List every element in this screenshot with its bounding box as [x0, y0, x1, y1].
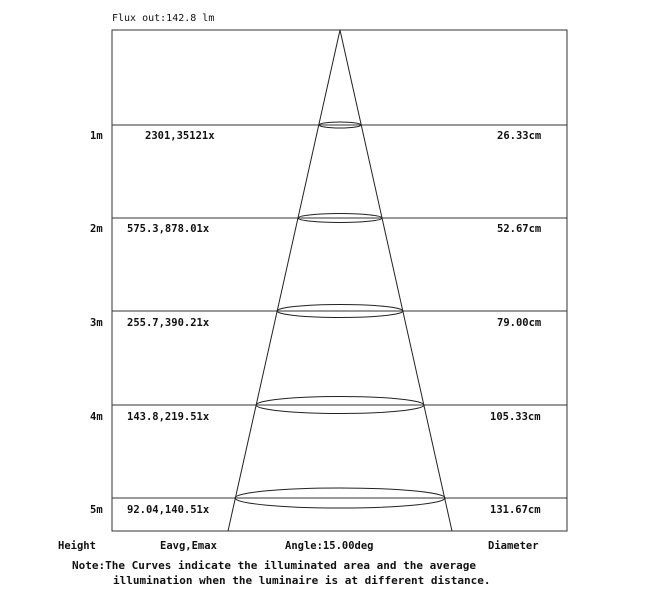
row-illuminance: 2301,35121x [145, 130, 215, 142]
illuminance-column-label: Eavg,Emax [160, 540, 217, 552]
note-line-1: Note:The Curves indicate the illuminated area and the average [72, 559, 476, 572]
row-height: 2m [90, 223, 103, 235]
row-diameter: 52.67cm [497, 223, 542, 235]
row-illuminance: 575.3,878.01x [127, 223, 210, 235]
diameter-column-label: Diameter [488, 540, 539, 552]
row-height: 3m [90, 317, 103, 329]
row-illuminance: 255.7,390.21x [127, 317, 210, 329]
beam-edge-left [228, 30, 340, 531]
row-illuminance: 143.8,219.51x [127, 411, 210, 423]
note-line-2: illumination when the luminaire is at different distance. [113, 574, 491, 587]
diagram-frame [112, 30, 567, 531]
flux-label: Flux out:142.8 lm [112, 13, 215, 24]
height-column-label: Height [58, 540, 96, 552]
beam-edge-right [340, 30, 452, 531]
beam-angle-label: Angle:15.00deg [285, 540, 374, 552]
row-height: 4m [90, 411, 103, 423]
row-illuminance: 92.04,140.51x [127, 504, 210, 516]
row-diameter: 105.33cm [490, 411, 541, 423]
row-diameter: 79.00cm [497, 317, 542, 329]
row-diameter: 26.33cm [497, 130, 542, 142]
row-height: 1m [90, 130, 103, 142]
row-height: 5m [90, 504, 103, 516]
distance-lines [112, 125, 567, 498]
row-diameter: 131.67cm [490, 504, 541, 516]
